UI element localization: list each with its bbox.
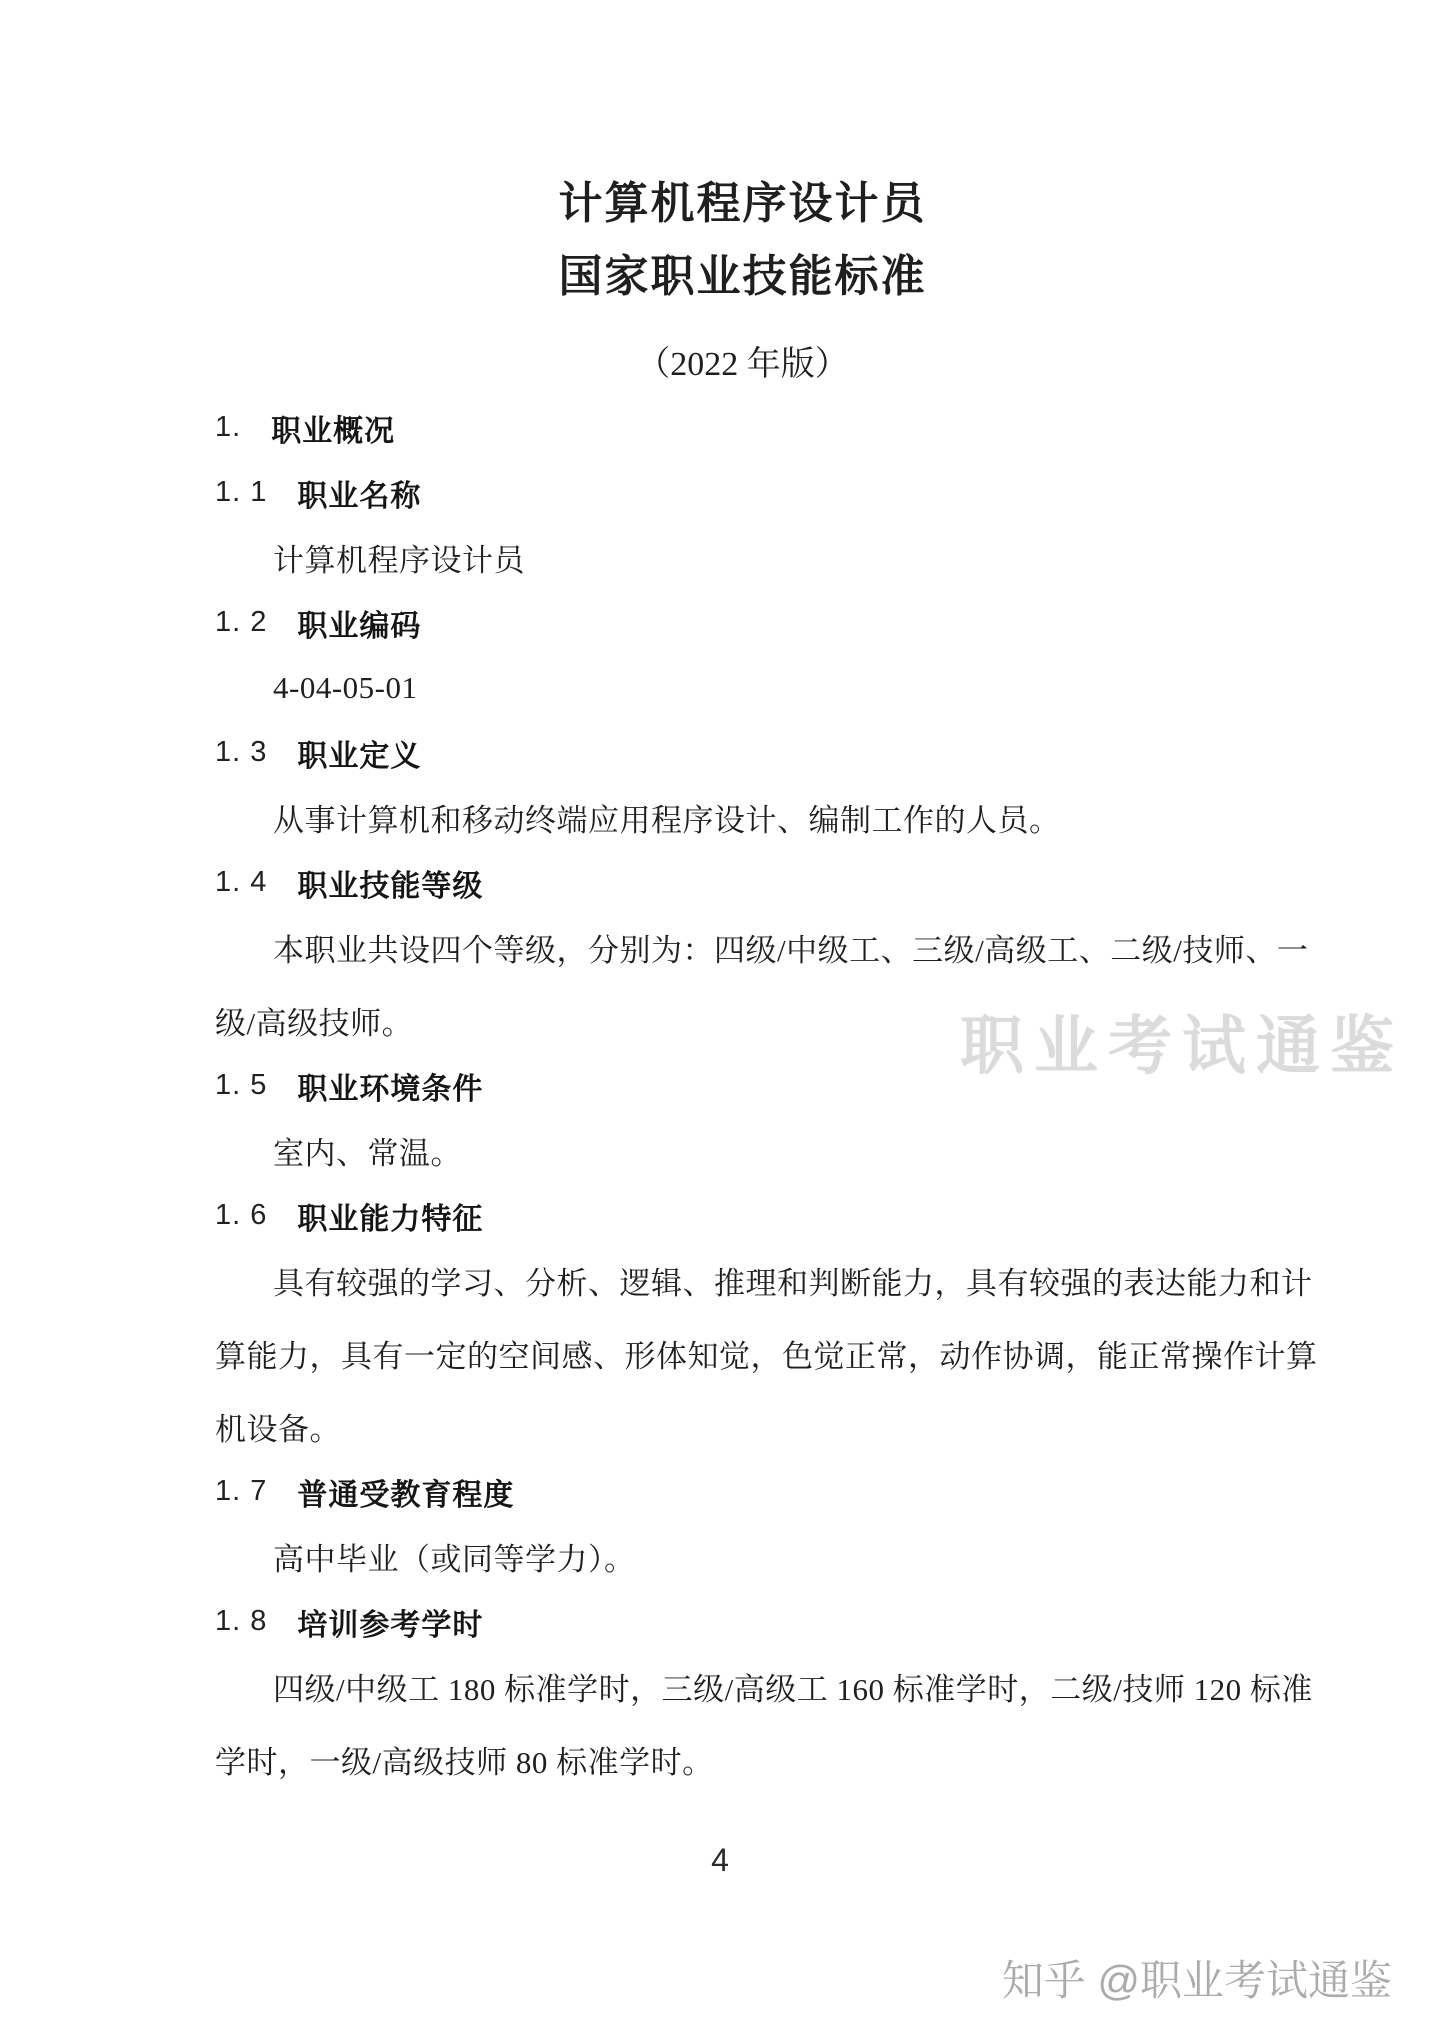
section-title: 职业定义: [297, 739, 422, 773]
section-body-line: [215, 1727, 1270, 1792]
watermark-text: 职业考试通鉴: [960, 1010, 1404, 1082]
section-heading-occupation-name: [215, 460, 1270, 525]
body-text: 高中毕业（或同等学力）。: [273, 1542, 636, 1577]
body-text: 级/高级技师。: [215, 1006, 414, 1041]
document-title-line2: 国家职业技能标准: [558, 252, 927, 301]
section-title: 职业能力特征: [297, 1202, 484, 1236]
section-title: 职业环境条件: [297, 1072, 484, 1106]
section-title: 职业概况: [271, 414, 396, 448]
section-number: 1. 2: [215, 606, 268, 638]
body-text: 计算机程序设计员: [273, 543, 525, 578]
section-body-line: [215, 1321, 1318, 1386]
page-number: 4: [711, 1842, 729, 1878]
section-body-line: [215, 1118, 1270, 1183]
body-text: 算能力，具有一定的空间感、形体知觉，色觉正常，动作协调，能正常操作计算: [215, 1339, 1318, 1374]
section-body-line: [215, 1654, 1313, 1719]
body-text: 室内、常温。: [273, 1136, 462, 1171]
section-heading-occupation-code: [215, 590, 1270, 655]
section-number: 1. 8: [215, 1605, 268, 1637]
body-text: 学时，一级/高级技师 80 标准学时。: [215, 1745, 714, 1780]
section-number: 1.: [215, 411, 242, 443]
section-number: 1. 7: [215, 1475, 268, 1507]
body-text: 从事计算机和移动终端应用程序设计、编制工作的人员。: [273, 803, 1061, 838]
section-body-line: [215, 1524, 1270, 1589]
body-text: 机设备。: [215, 1412, 341, 1447]
section-body-line: [215, 655, 1270, 720]
section-body-line: [215, 785, 1270, 850]
section-number: 1. 3: [215, 736, 268, 768]
section-title: 职业编码: [297, 609, 422, 643]
section-body-line: [215, 915, 1309, 980]
section-title: 职业技能等级: [297, 869, 484, 903]
body-text: 四级/中级工 180 标准学时，三级/高级工 160 标准学时，二级/技师 120 标准: [273, 1672, 1313, 1707]
section-heading-skill-levels: [215, 850, 1270, 915]
footer-credit: 知乎 @职业考试通鉴: [1001, 1957, 1392, 2004]
document-title-line1: 计算机程序设计员: [558, 179, 927, 228]
section-heading-ability-traits: [215, 1183, 1270, 1248]
section-heading-education-level: [215, 1459, 1270, 1524]
body-text: 本职业共设四个等级，分别为：四级/中级工、三级/高级工、二级/技师、一: [273, 933, 1309, 968]
body-text: 4-04-05-01: [273, 669, 418, 705]
section-number: 1. 6: [215, 1199, 268, 1231]
section-body-line: [215, 525, 1270, 590]
section-title: 职业名称: [297, 479, 422, 513]
section-heading-occupation-definition: [215, 720, 1270, 785]
section-title: 普通受教育程度: [297, 1478, 515, 1512]
section-number: 1. 5: [215, 1069, 268, 1101]
section-number: 1. 4: [215, 866, 268, 898]
section-heading-training-hours: [215, 1589, 1270, 1654]
document-edition: （2022 年版）: [636, 346, 849, 383]
section-number: 1. 1: [215, 476, 268, 508]
section-body-line: [215, 1248, 1313, 1313]
section-heading-overview: [215, 395, 1270, 460]
body-text: 具有较强的学习、分析、逻辑、推理和判断能力，具有较强的表达能力和计: [273, 1266, 1313, 1301]
section-body-line: [215, 1394, 1270, 1459]
section-title: 培训参考学时: [297, 1608, 484, 1642]
